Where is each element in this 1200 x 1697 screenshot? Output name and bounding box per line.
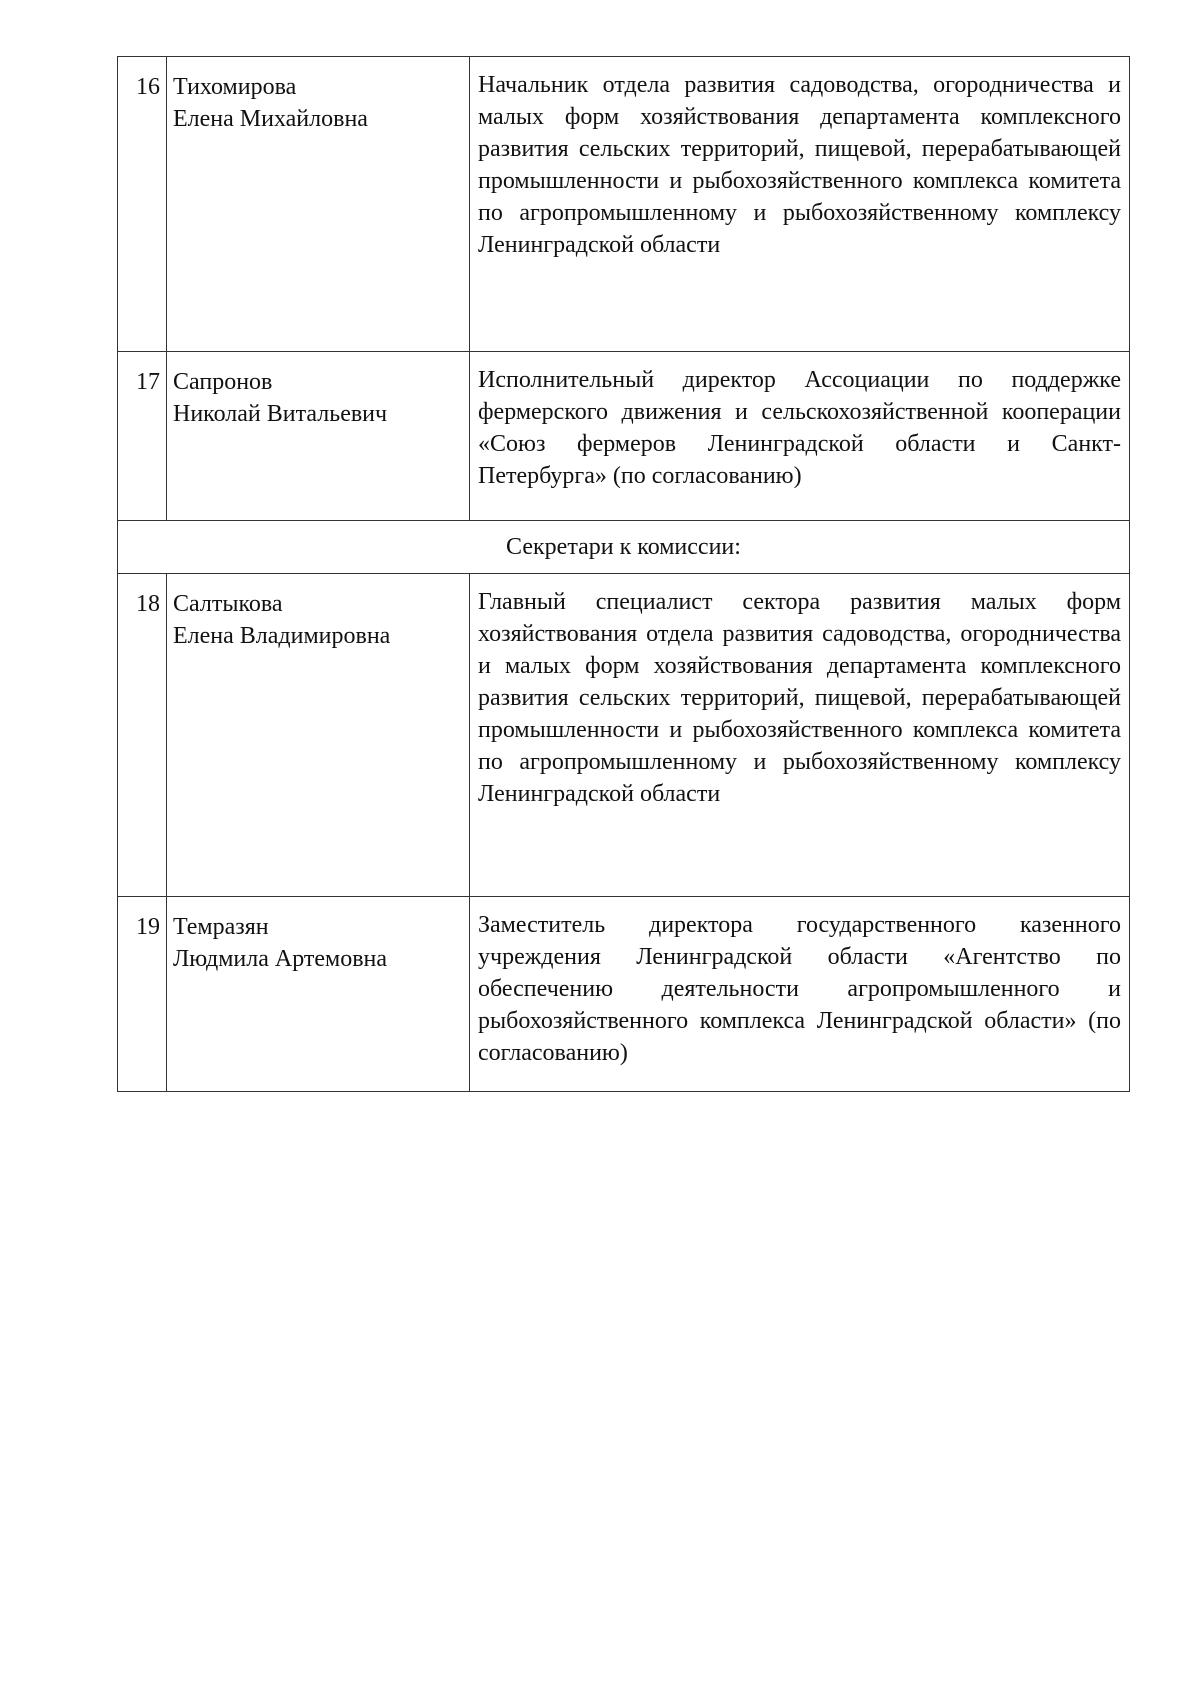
commission-members-table — [117, 56, 1130, 1092]
row-number: 17 — [118, 352, 167, 521]
member-given-names: Людмила Артемовна — [173, 946, 388, 972]
table-row — [118, 57, 1130, 352]
member-position: Исполнительный директор Ассоциации по поддержке фермерского движения и сельскохозяйственной кооперации «Союз фермеров Ленинградской области и Санкт-Петербурга» (по согласованию) — [470, 352, 1130, 521]
member-name — [167, 57, 470, 352]
table-row — [118, 574, 1130, 897]
member-name — [167, 352, 470, 521]
section-header-row — [118, 521, 1130, 574]
member-position: Заместитель директора государственного казенного учреждения Ленинградской области «Агентство по обеспечению деятельности агропромышленного и рыбохозяйственного комплекса Ленинградской области» (по согласованию) — [470, 897, 1130, 1092]
row-number: 18 — [118, 574, 167, 897]
row-number: 16 — [118, 57, 167, 352]
member-name — [167, 574, 470, 897]
table-row — [118, 352, 1130, 521]
member-name — [167, 897, 470, 1092]
member-surname: Тихомирова — [173, 74, 297, 100]
member-given-names: Елена Михайловна — [173, 106, 368, 132]
member-given-names: Елена Владимировна — [173, 623, 391, 649]
member-position: Главный специалист сектора развития малых форм хозяйствования отдела развития садоводства, огородничества и малых форм хозяйствования департамента комплексного развития сельских территорий, пищевой, перерабатывающей промышленности и рыбохозяйственного комплекса комитета по агропромышленному и рыбохозяйственному комплексу Ленинградской области — [470, 574, 1130, 897]
row-number: 19 — [118, 897, 167, 1092]
member-position: Начальник отдела развития садоводства, огородничества и малых форм хозяйствования департамента комплексного развития сельских территорий, пищевой, перерабатывающей промышленности и рыбохозяйственного комплекса комитета по агропромышленному и рыбохозяйственному комплексу Ленинградской области — [470, 57, 1130, 352]
table-row — [118, 897, 1130, 1092]
section-header: Секретари к комиссии: — [118, 521, 1130, 574]
member-surname: Сапронов — [173, 369, 273, 395]
member-surname: Темразян — [173, 914, 269, 940]
member-surname: Салтыкова — [173, 591, 283, 617]
member-given-names: Николай Витальевич — [173, 401, 388, 427]
